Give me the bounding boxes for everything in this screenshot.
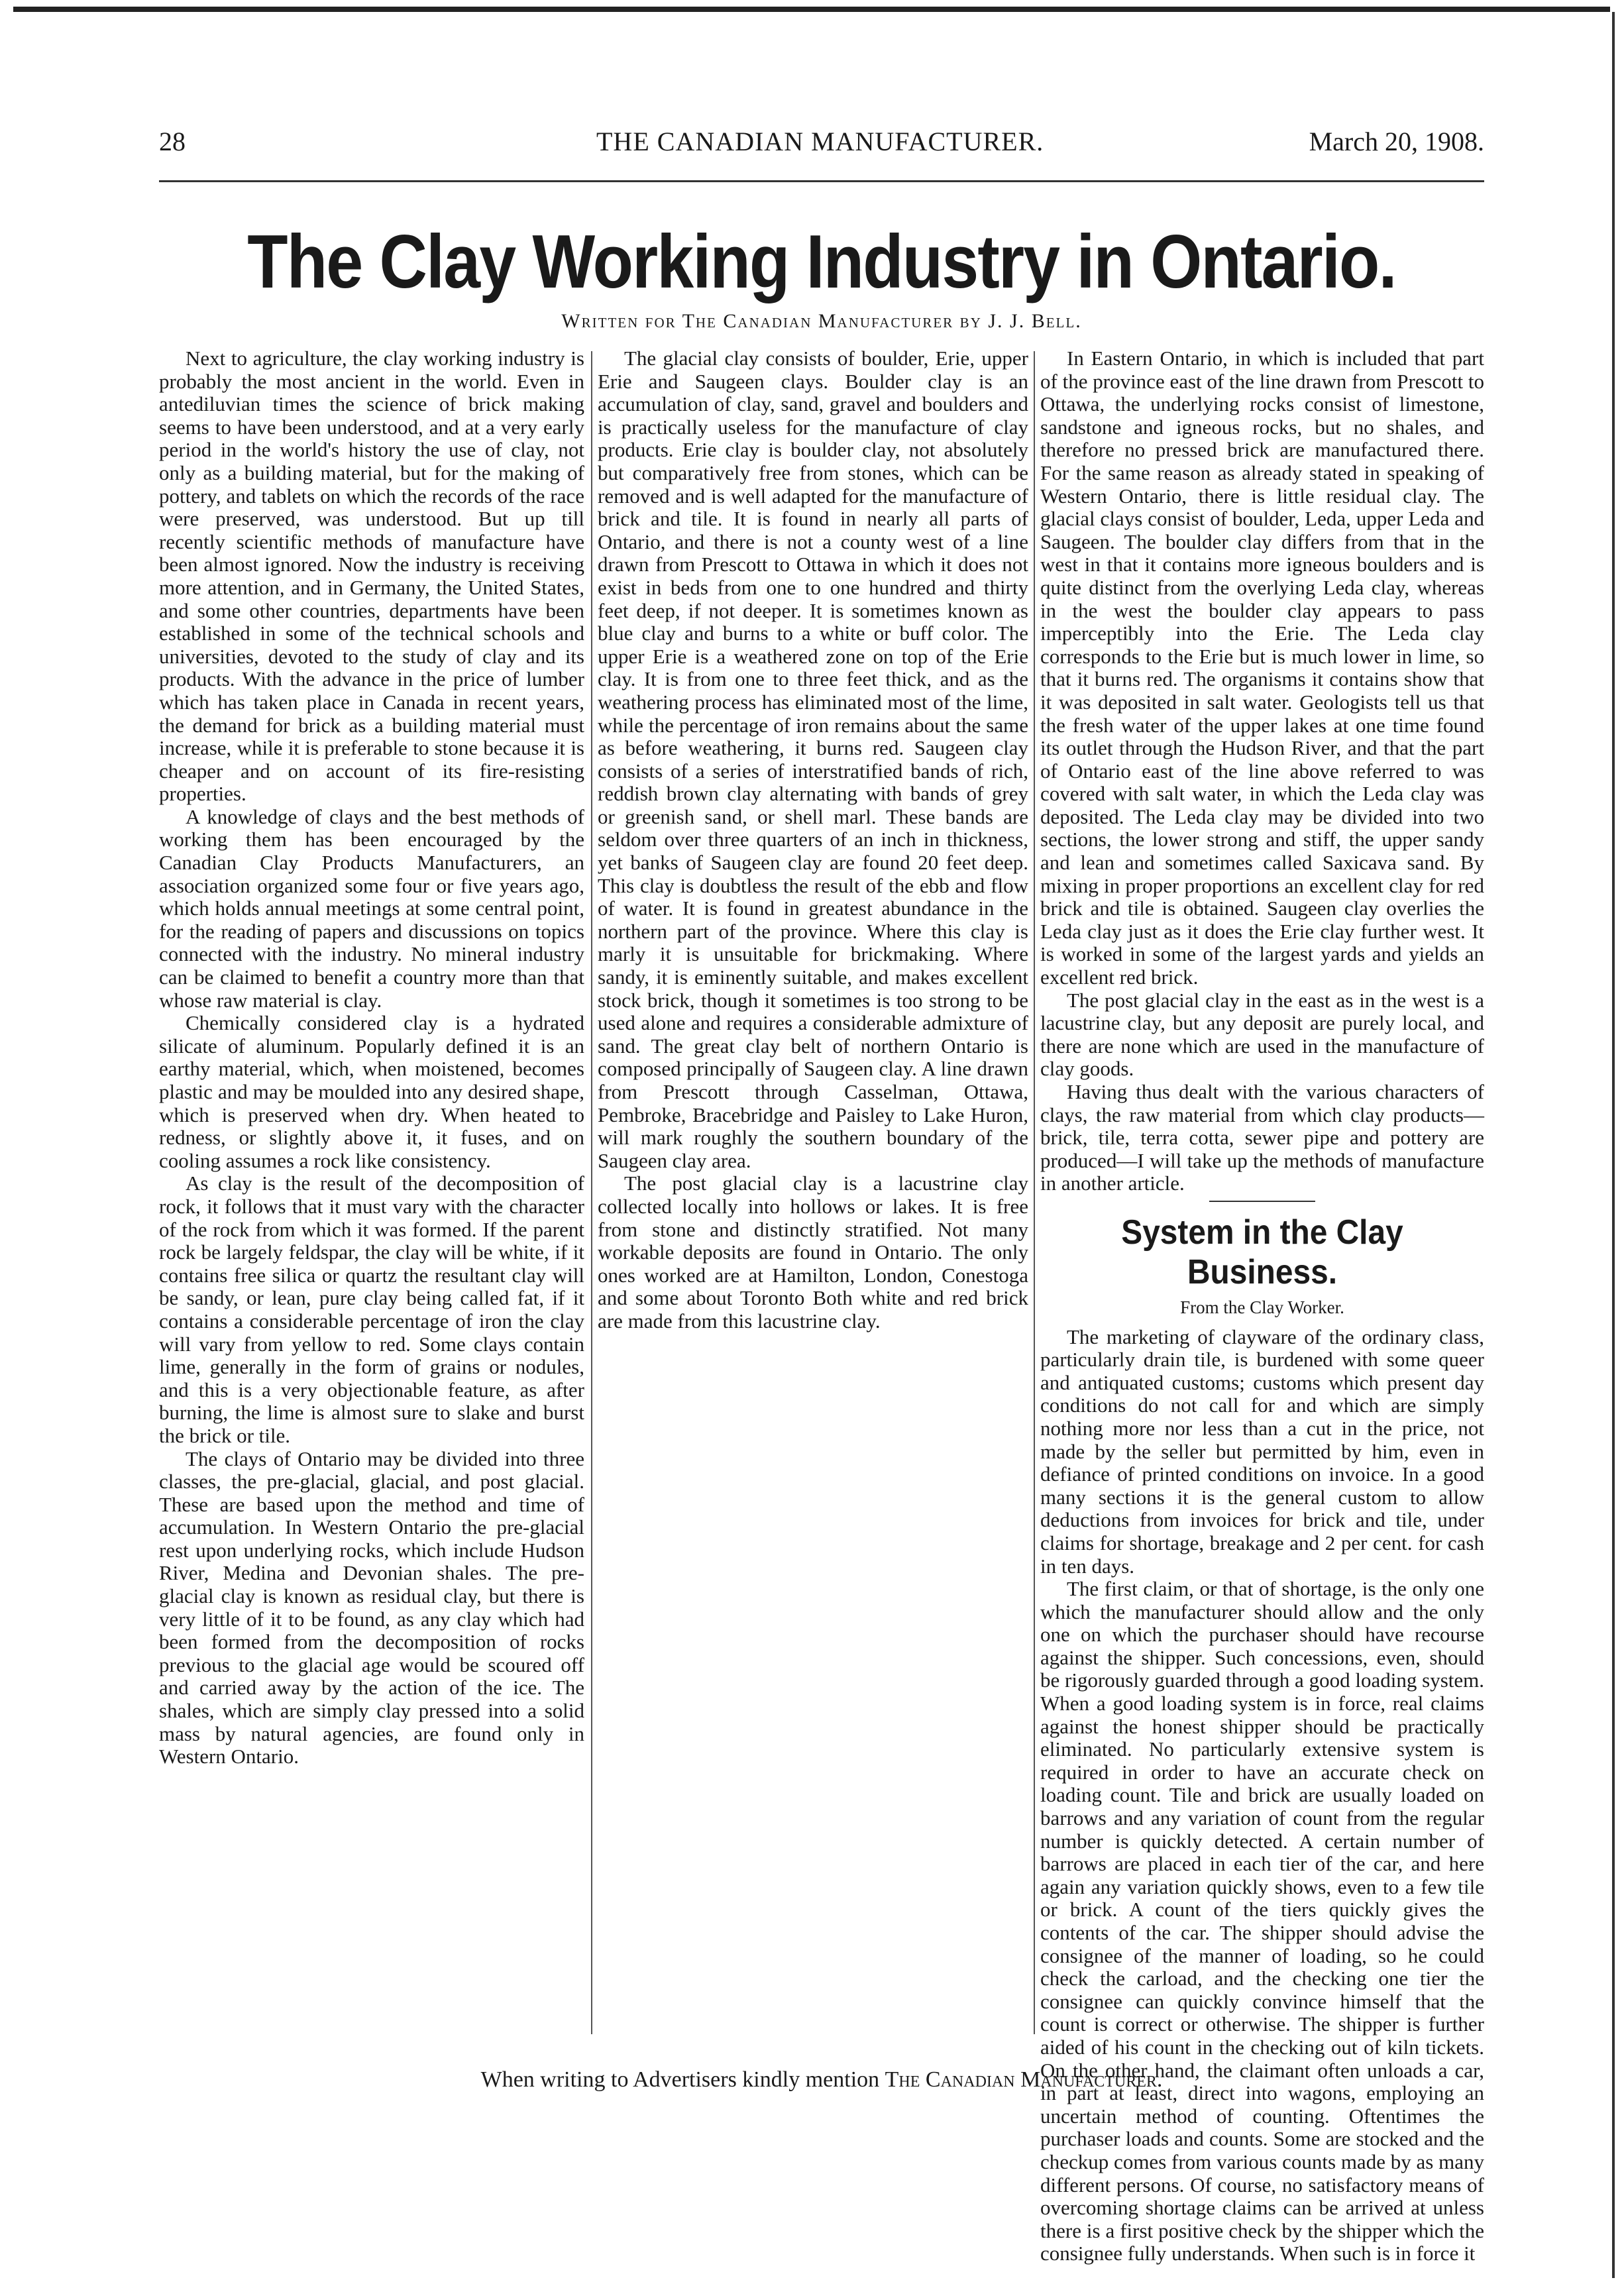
article-paragraph: Chemically considered clay is a hydrated silicate of aluminum. Popularly defined it is an earthy material, which, when moistened, becomes plastic and may be moulded into any desired shape, which is preserved when dry. When heated to redness, or slightly above it, it fuses, and on cooling assumes a rock like consistency. bbox=[159, 1011, 584, 1172]
article-paragraph: The glacial clay consists of boulder, Erie, upper Erie and Saugeen clays. Boulder clay is an accumulation of clay, sand, gravel and boulders and is practically useless for the manufacture of clay products. Erie clay is boulder clay, not absolutely but comparatively free from stones, which can be removed and is well adapted for the manufacture of brick and tile. It is found in nearly all parts of Ontario, and there is not a county west of a line drawn from Prescott to Ottawa in which it does not exist in beds from one to one hundred and thirty feet deep, if not deeper. It is sometimes known as blue clay and burns to a white or buff color. The upper Erie is a weathered zone on top of the Erie clay. It is from one to three feet thick, and as the weathering process has eliminated most of the lime, while the percentage of iron remains about the same as before weathering, it burns red. Saugeen clay consists of a series of interstratified bands of rich, reddish brown clay alternating with bands of grey or greenish sand, or shell marl. These bands are seldom over three quarters of an inch in thickness, yet banks of Saugeen clay are found 20 feet deep. This clay is doubtless the result of the ebb and flow of water. It is found in greatest abundance in the northern part of the province. Where this clay is marly it is unsuitable for brickmaking. Where sandy, it is eminently suitable, and makes excellent stock brick, though it sometimes is too strong to be used alone and requires a considerable admixture of sand. The great clay belt of northern Ontario is composed principally of Saugeen clay. A line drawn from Prescott through Casselman, Ottawa, Pembroke, Bracebridge and Paisley to Lake Huron, will mark roughly the southern boundary of the Saugeen clay area. bbox=[598, 347, 1028, 1172]
article-paragraph: The clays of Ontario may be divided into three classes, the pre-glacial, glacial, and post glacial. These are based upon the method and time of accumulation. In Western Ontario the pre-glacial rest upon underlying rocks, which include Hudson River, Medina and Devonian shales. The pre-glacial clay is known as residual clay, but there is very little of it to be found, as any clay which had been formed from the decomposition of rocks previous to the glacial age would be scoured off and carried away by the action of the ice. The shales, which are simply clay pressed into a solid mass by natural agencies, are found only in Western Ontario. bbox=[159, 1446, 584, 1769]
column-divider bbox=[591, 351, 592, 2034]
page-right-border bbox=[1612, 12, 1615, 2278]
article-byline: Written for The Canadian Manufacturer by J. J. Bell. bbox=[561, 310, 1082, 332]
article-paragraph: Having thus dealt with the various characters of clays, the raw material from which clay products—brick, tile, terra cotta, sewer pipe and pottery are produced—I will take up the methods of manufacture in another article. bbox=[1040, 1080, 1484, 1195]
page-number: 28 bbox=[159, 127, 186, 156]
column-divider bbox=[1034, 351, 1035, 2034]
article-paragraph: Next to agriculture, the clay working industry is probably the most ancient in the world. Even in antediluvian times the science of brick making seems to have been understood, and at a very early period in the world's history the use of clay, not only as a building material, but for the making of pottery, and tablets on which the records of the race were preserved, was understood. But up till recently scientific methods of manufacture have been almost ignored. Now the industry is receiving more attention, and in Germany, the United States, and some other countries, departments have been established in some of the technical schools and universities, devoted to the study of clay and its products. With the advance in the price of lumber which has taken place in Canada in recent years, the demand for brick as a building material must increase, while it is preferable to stone because it is cheaper and on account of its fire-resisting properties. bbox=[159, 347, 584, 806]
issue-date: March 20, 1908. bbox=[1309, 127, 1484, 156]
article-column-3 bbox=[1040, 347, 1484, 2265]
page-footer bbox=[159, 2067, 1484, 2093]
article-paragraph: As clay is the result of the decomposition of rock, it follows that it must vary with the character of the rock from which it was formed. If the parent rock be largely feldspar, the clay will be white, if it contains free silica or quartz the resultant clay will be sandy, or lean, pure clay being called fat, if it contains a considerable percentage of iron the clay will vary from yellow to red. Some clays contain lime, generally in the form of grains or nodules, and this is a very objectionable feature, as after burning, the lime is almost sure to slake and burst the brick or tile. bbox=[159, 1171, 584, 1447]
publication-title: THE CANADIAN MANUFACTURER. bbox=[596, 127, 1044, 156]
footer-publication: The Canadian Manufacturer. bbox=[885, 2067, 1163, 2092]
article-paragraph: A knowledge of clays and the best methods of working them has been encouraged by the Canadian Clay Products Manufacturers, an association organized some four or five years ago, which holds annual meetings at some central point, for the reading of papers and discussions on topics connected with the industry. No mineral industry can be claimed to benefit a country more than that whose raw material is clay. bbox=[159, 804, 584, 1012]
page-top-border bbox=[13, 7, 1610, 12]
header-rule bbox=[159, 180, 1484, 182]
sidebar-article-byline: From the Clay Worker. bbox=[1180, 1297, 1344, 1317]
footer-text: When writing to Advertisers kindly mention bbox=[480, 2067, 880, 2092]
article-column-1 bbox=[159, 347, 584, 1769]
article-paragraph: In Eastern Ontario, in which is included that part of the province east of the line drawn from Prescott to Ottawa, the underlying rocks consist of limestone, sandstone and igneous rocks, but no shales, and therefore no pressed brick are manufactured there. For the same reason as already stated in speaking of Western Ontario, there is little residual clay. The glacial clays consist of boulder, Leda, upper Leda and Saugeen. The boulder clay differs from that in the west in that it contains more igneous boulders and is quite distinct from the overlying Leda clay, whereas in the west the boulder clay appears to pass imperceptibly into the Erie. The Leda clay corresponds to the Erie but is much lower in lime, so that it burns red. The organisms it contains show that it was deposited in salt water. Geologists tell us that the fresh water of the upper lakes at one time found its outlet through the Hudson River, and that the part of Ontario east of the line above referred to was covered with salt water, in which the Leda clay was deposited. The Leda clay may be divided into two sections, the lower strong and stiff, the upper sandy and lean and sometimes called Saxicava sand. By mixing in proper proportions an excellent clay for red brick and tile is obtained. Saugeen clay overlies the Leda clay just as it does the Erie clay further west. It is worked in some of the largest yards and yields an excellent red brick. bbox=[1040, 347, 1484, 989]
sidebar-paragraph: The first claim, or that of shortage, is the only one which the manufacturer should allow and the only one on which the purchaser should have recourse against the shipper. Such concessions, even, should be rigorously guarded through a good loading system. When a good loading system is in force, real claims against the honest shipper should be practically eliminated. No particularly extensive system is required in order to have an accurate check on loading count. Tile and brick are usually loaded on barrows and any variation of count from the regular number is quickly detected. A certain number of barrows are placed in each tier of the car, and here again any variation quickly shows, even to a few tile or brick. A count of the tiers quickly gives the contents of the car. The shipper should advise the consignee of the manner of loading, so he could check the carload, and the checking one tier the consignee can quickly convince himself that the count is correct or otherwise. The shipper is further aided of his count in the checking out of kiln tickets. On the other hand, the claimant often unloads a car, in part at least, direct into wagons, employing an uncertain method of counting. Oftentimes the purchaser loads and counts. Some are stocked and the checkup comes from various counts made by as many different persons. Of course, no satisfactory means of overcoming shortage claims can be arrived at unless there is a first positive check by the shipper which the consignee fully understands. When such is in force it bbox=[1040, 1577, 1484, 2265]
article-paragraph: The post glacial clay in the east as in the west is a lacustrine clay, but any deposit are purely local, and there are none which are used in the manufacture of clay goods. bbox=[1040, 988, 1484, 1081]
article-title: The Clay Working Industry in Ontario. bbox=[247, 220, 1396, 304]
article-column-2 bbox=[598, 347, 1028, 1333]
article-paragraph: The post glacial clay is a lacustrine clay collected locally into hollows or lakes. It is free from stone and distinctly stratified. Not many workable deposits are found in Ontario. The only ones worked are at Hamilton, London, Conestoga and some about Toronto Both white and red brick are made from this lacustrine clay. bbox=[598, 1171, 1028, 1333]
running-header bbox=[159, 126, 1484, 172]
sidebar-article-title: System in the Clay Business. bbox=[1121, 1213, 1403, 1291]
article-end-rule bbox=[1209, 1201, 1315, 1202]
sidebar-paragraph: The marketing of clayware of the ordinary class, particularly drain tile, is burdened with some queer and antiquated customs; customs which present day conditions do not call for and which are simply nothing more nor less than a cut in the price, not made by the seller but permitted by him, even in defiance of printed conditions on invoice. In a good many sections it is the general custom to allow deductions from invoices for brick and tile, under claims for shortage, breakage and 2 per cent. for cash in ten days. bbox=[1040, 1325, 1484, 1578]
